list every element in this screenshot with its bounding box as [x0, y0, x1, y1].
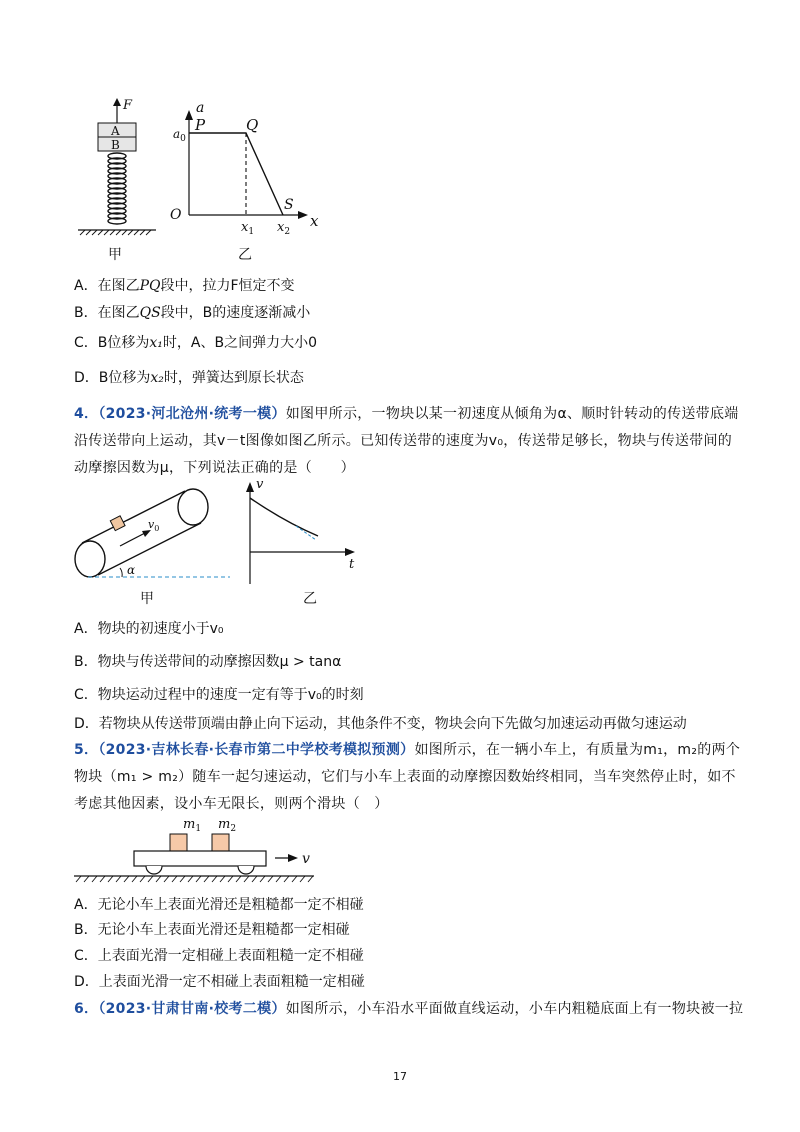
angle-alpha-label: α: [127, 563, 136, 577]
caption-jia: 甲: [140, 591, 154, 607]
q4-option-b: B．物块与传送带间的动摩擦因数μ > tanα: [74, 654, 342, 670]
q3-option-a: A．在图乙PQ段中，拉力F恒定不变: [74, 278, 295, 294]
axis-t-label: t: [349, 557, 355, 572]
block-m1: [170, 834, 187, 851]
q5-number: 5．: [74, 742, 99, 758]
block-m2: [212, 834, 229, 851]
q6-number: 6．: [74, 1001, 99, 1017]
caption-yi: 乙: [238, 247, 252, 263]
x1-label: $x_1$: [241, 220, 255, 237]
q5-option-c: C．上表面光滑一定相碰上表面粗糙一定不相碰: [74, 948, 364, 964]
q6-line-1: 6．（2023·甘肃甘南·校考二模）如图所示，小车沿水平面做直线运动，小车内粗糙底面上有一物块被一拉: [74, 1001, 744, 1017]
q5-line-1: 5．（2023·吉林长春·长春市第二中学校考模拟预测）如图所示，在一辆小车上，有质量为m₁，m₂的两个: [74, 742, 741, 758]
v-t-curve: [250, 498, 318, 536]
m2-label: $m_2$: [218, 817, 237, 834]
spring: [108, 153, 126, 224]
belt-speed-label: $v_0$: [148, 518, 160, 533]
force-label: F: [123, 98, 133, 113]
axis-x-label: x: [310, 212, 319, 230]
a0-label: $a_0$: [173, 127, 186, 144]
velocity-label: v: [302, 851, 310, 867]
page-number: 17: [393, 1070, 407, 1083]
point-p-label: P: [195, 116, 206, 134]
q5-line-2: 物块（m₁ > m₂）随车一起匀速运动，它们与小车上表面的动摩擦因数始终相同，当车突然停止时，如不: [74, 769, 736, 785]
q4-option-d: D．若物块从传送带顶端由静止向下运动，其他条件不变，物块会向下先做匀加速运动再做匀速运动: [74, 716, 687, 732]
caption-yi: 乙: [303, 591, 317, 607]
q4-option-a: A．物块的初速度小于v₀: [74, 621, 224, 637]
x2-label: $x_2$: [277, 220, 291, 237]
q4-line-3: 动摩擦因数为μ，下列说法正确的是（ ）: [74, 460, 355, 476]
q6-source: （2023·甘肃甘南·校考二模）: [98, 1001, 286, 1017]
axis-v-label: v: [256, 477, 264, 492]
q4-source: （2023·河北沧州·统考一模）: [98, 406, 286, 422]
q3-option-d: D．B位移为x₂时，弹簧达到原长状态: [74, 370, 304, 386]
figure-cart: [70, 814, 330, 886]
q5-option-b: B．无论小车上表面光滑还是粗糙都一定相碰: [74, 922, 350, 938]
point-q-label: Q: [246, 116, 259, 134]
figure-blocks-spring: [60, 95, 360, 270]
block-b-label: B: [111, 138, 120, 152]
q4-option-c: C．物块运动过程中的速度一定有等于v₀的时刻: [74, 687, 364, 703]
q5-line-3: 考虑其他因素，设小车无限长，则两个滑块（ ）: [74, 796, 389, 812]
figure-conveyor-vt: [60, 476, 380, 606]
point-s-label: S: [284, 197, 294, 213]
q3-option-c: C．B位移为x₁时，A、B之间弹力大小0: [74, 335, 317, 351]
q5-option-a: A．无论小车上表面光滑还是粗糙都一定不相碰: [74, 897, 364, 913]
q4-line-1: 4．（2023·河北沧州·统考一模）如图甲所示，一物块以某一初速度从倾角为α、顺时针转动的传送带底端: [74, 406, 739, 422]
q3-option-b: B．在图乙QS段中，B的速度逐渐减小: [74, 305, 311, 321]
q5-source: （2023·吉林长春·长春市第二中学校考模拟预测）: [98, 742, 415, 758]
axis-a-label: a: [196, 100, 205, 116]
m1-label: $m_1$: [183, 817, 202, 834]
block-a-label: A: [111, 124, 120, 138]
q5-option-d: D．上表面光滑一定不相碰上表面粗糙一定相碰: [74, 974, 365, 990]
cart-body: [134, 851, 266, 866]
q4-number: 4．: [74, 406, 99, 422]
a-x-curve: [189, 133, 283, 215]
q4-line-2: 沿传送带向上运动，其v－t图像如图乙所示。已知传送带的速度为v₀，传送带足够长，物块与传送带间的: [74, 433, 733, 449]
origin-label: O: [170, 207, 182, 223]
caption-jia: 甲: [108, 247, 122, 263]
